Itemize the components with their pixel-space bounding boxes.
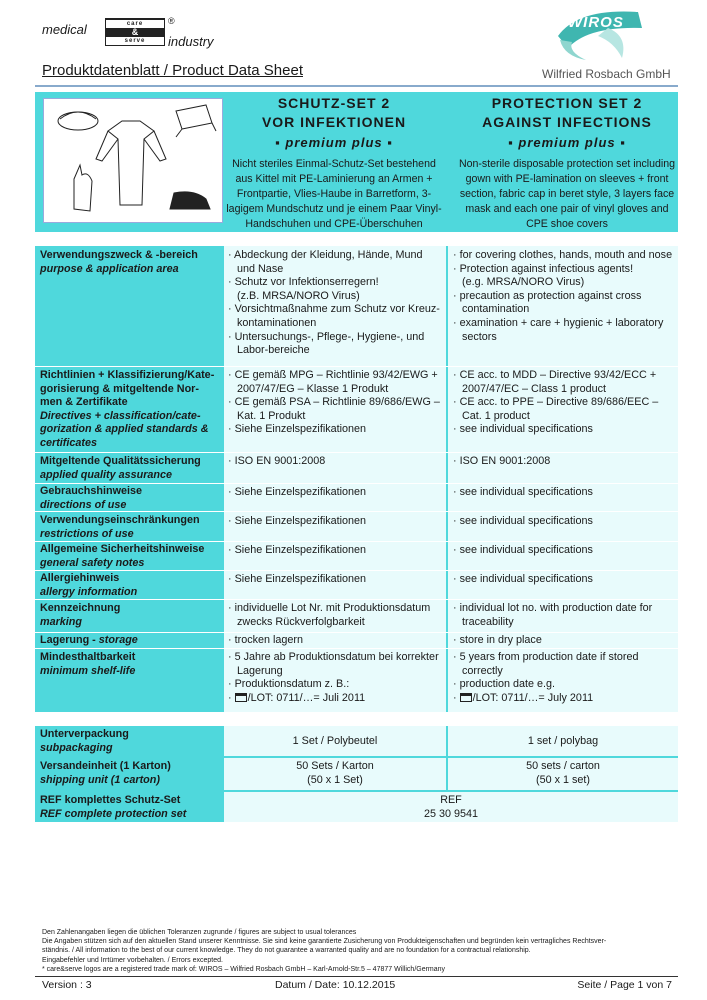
- hero-german: [224, 94, 444, 232]
- label-ref: REF komplettes Schutz-Set REF complete protection set: [40, 794, 187, 820]
- label-safety: Allgemeine Sicherheitshinweise general safety notes: [40, 543, 205, 569]
- glove-icon: [74, 165, 92, 211]
- packaging-table: [35, 726, 678, 822]
- safety-en: · see individual specifications: [453, 544, 675, 558]
- marking-en: · individual lot no. with production date for traceability: [453, 602, 675, 629]
- label-allergy: Allergiehinweis allergy information: [40, 572, 138, 598]
- allergy-de: · Siehe Einzelspezifikationen: [228, 573, 443, 587]
- protection-set-illustration-icon: [44, 99, 222, 222]
- label-shelf-life: Mindesthaltbarkeit minimum shelf-life: [40, 651, 136, 677]
- label-quality: Mitgeltende Qualitätssicherung applied quality assurance: [40, 455, 201, 481]
- subpackaging-de: 1 Set / Polybeutel: [292, 735, 378, 747]
- quality-de: · ISO EN 9001:2008: [228, 455, 443, 469]
- product-title-en-2: AGAINST INFECTIONS: [482, 114, 652, 130]
- premium-badge-en: ▪ premium plus ▪: [508, 135, 626, 150]
- label-subpackaging: Unterverpackung subpackaging: [40, 728, 129, 754]
- product-title-en-1: PROTECTION SET 2: [491, 95, 643, 111]
- label-storage: Lagerung - storage: [40, 634, 138, 646]
- wiros-logo: [538, 6, 671, 82]
- allergy-en: · see individual specifications: [453, 573, 675, 587]
- logo-medical-text: medical: [42, 22, 87, 37]
- storage-de: · trocken lagern: [228, 634, 443, 648]
- calendar-icon: [235, 693, 247, 702]
- label-shipping-unit: Versandeinheit (1 Karton) shipping unit (1 carton): [40, 760, 171, 786]
- restrictions-de: · Siehe Einzelspezifikationen: [228, 515, 443, 529]
- purpose-en: · for covering clothes, hands, mouth and nose · Protection against infectious agents! (e.g. MRSA/NORO Virus) · precaution as protection against cross contamination · examination + care + hygienic + laboratory sectors: [453, 249, 675, 344]
- safety-de: · Siehe Einzelspezifikationen: [228, 544, 443, 558]
- directions-de: · Siehe Einzelspezifikationen: [228, 486, 443, 500]
- label-directions: Gebrauchshinweise directions of use: [40, 485, 143, 511]
- shipping-unit-en: 50 sets / carton (50 x 1 set): [526, 760, 600, 786]
- gown-icon: [108, 121, 154, 205]
- label-marking: Kennzeichnung marking: [40, 602, 121, 628]
- product-hero: [35, 92, 678, 232]
- header-divider: [35, 85, 678, 87]
- shelf-life-de: · 5 Jahre ab Produktionsdatum bei korrekter Lagerung · Produktionsdatum z. B.: · /LOT: 0711/…= Juli 2011: [228, 651, 443, 705]
- label-restrictions: Verwendungseinschränkungen restrictions of use: [40, 514, 200, 540]
- product-title-de-2: VOR INFEKTIONEN: [261, 114, 407, 130]
- directions-en: · see individual specifications: [453, 486, 675, 500]
- product-illustration: [43, 98, 223, 223]
- purpose-de: · Abdeckung der Kleidung, Hände, Mund und Nase · Schutz vor Infektionserregern! (z.B. MRSA/NORO Virus) · Vorsichtmaßnahme zum Schutz vor Kreuz-kontaminationen · Untersuchungs-, Pflege-, Hygiene-, und Labor-bereiche: [228, 249, 443, 358]
- product-description-en: Non-sterile disposable protection set including gown with PE-lamination on sleeves + front section, fabric cap in beret style, 3 layers face mask and each one pair of vinyl gloves and CPE shoe covers: [458, 158, 676, 230]
- product-description-de: Nicht steriles Einmal-Schutz-Set bestehend aus Kittel mit PE-Laminierung an Armen + Frontpartie, Vlies-Haube in Barretform, 3-lagigem Mundschutz und je einem Paar Vinyl-Handschuhen und CPE-Überschuhen: [226, 158, 442, 230]
- logo-box: [105, 18, 165, 46]
- label-directives: Richtlinien + Klassifizierung/Kate- gorisierung & mitgeltende Nor- men & Zertifikate Directives + classification/cate- gorization & applied standards & certificates: [40, 369, 215, 449]
- shipping-unit-de: 50 Sets / Karton (50 x 1 Set): [296, 760, 374, 786]
- version-label: Version : 3: [42, 979, 92, 991]
- marking-de: · individuelle Lot Nr. mit Produktionsdatum zwecks Rückverfolgbarkeit: [228, 602, 443, 629]
- restrictions-en: · see individual specifications: [453, 515, 675, 529]
- spec-table: [35, 246, 678, 712]
- directives-de: · CE gemäß MPG – Richtlinie 93/42/EWG + 2007/47/EG – Klasse 1 Produkt · CE gemäß PSA – Richtlinie 89/686/EWG – Kat. 1 Produkt · Siehe Einzelspezifikationen: [228, 369, 443, 437]
- footer-divider: [35, 976, 678, 977]
- quality-en: · ISO EN 9001:2008: [453, 455, 675, 469]
- logo-care-text: care: [106, 20, 164, 28]
- company-name: Wilfried Rosbach GmbH: [542, 67, 671, 81]
- cap-icon: [58, 112, 98, 130]
- logo-industry-text: industry: [168, 34, 214, 49]
- wiros-brand-text: WIROS: [568, 14, 624, 31]
- shoe-cover-icon: [170, 192, 210, 209]
- logo-amp-text: &: [131, 27, 139, 37]
- shelf-life-en: · 5 years from production date if stored correctly · production date e.g. · /LOT: 0711/…= July 2011: [453, 651, 675, 705]
- mask-icon: [176, 105, 212, 129]
- calendar-icon: [460, 693, 472, 702]
- ref-number: REF 25 30 9541: [423, 794, 479, 820]
- logo-registered-mark: ®: [168, 16, 175, 26]
- document-title: Produktdatenblatt / Product Data Sheet: [42, 62, 303, 79]
- page-label: Seite / Page 1 von 7: [577, 979, 672, 991]
- subpackaging-en: 1 set / polybag: [527, 735, 599, 747]
- date-label: Datum / Date: 10.12.2015: [275, 979, 396, 991]
- storage-en: · store in dry place: [453, 634, 675, 648]
- label-purpose: Verwendungszweck & -bereich purpose & application area: [40, 249, 198, 275]
- logo-serve-text: serve: [106, 37, 164, 45]
- directives-en: · CE acc. to MDD – Directive 93/42/ECC + 2007/47/EC – Class 1 product · CE acc. to PPE – Directive 89/686/EEC – Cat. 1 product · see individual specifications: [453, 369, 675, 437]
- footer-notes: Den Zahlenangaben liegen die üblichen Toleranzen zugrunde / figures are subject to usual tolerances Die Angaben stützen sich auf den aktuellen Stand unserer Kenntnisse. Sie sind keine garantierte Zusicherung von Produkteigenschaften und begründen kein vertragliches Rechtsver- ständnis. / All information to the best of our current knowledge. They do not guarantee a warranted quality and are no foundation for a contractual relationship. Eingabefehler und Irrtümer vorbehalten. / Errors excepted. * care&serve logos are a registered trade mark of: WIROS – Wilfried Rosbach GmbH – Karl-Arnold-Str.5 – 47877 Willich/Germany: [42, 929, 607, 973]
- premium-badge-de: ▪ premium plus ▪: [275, 135, 393, 150]
- hero-english: [457, 94, 677, 232]
- product-title-de-1: SCHUTZ-SET 2: [277, 95, 391, 111]
- care-serve-logo: [42, 16, 242, 50]
